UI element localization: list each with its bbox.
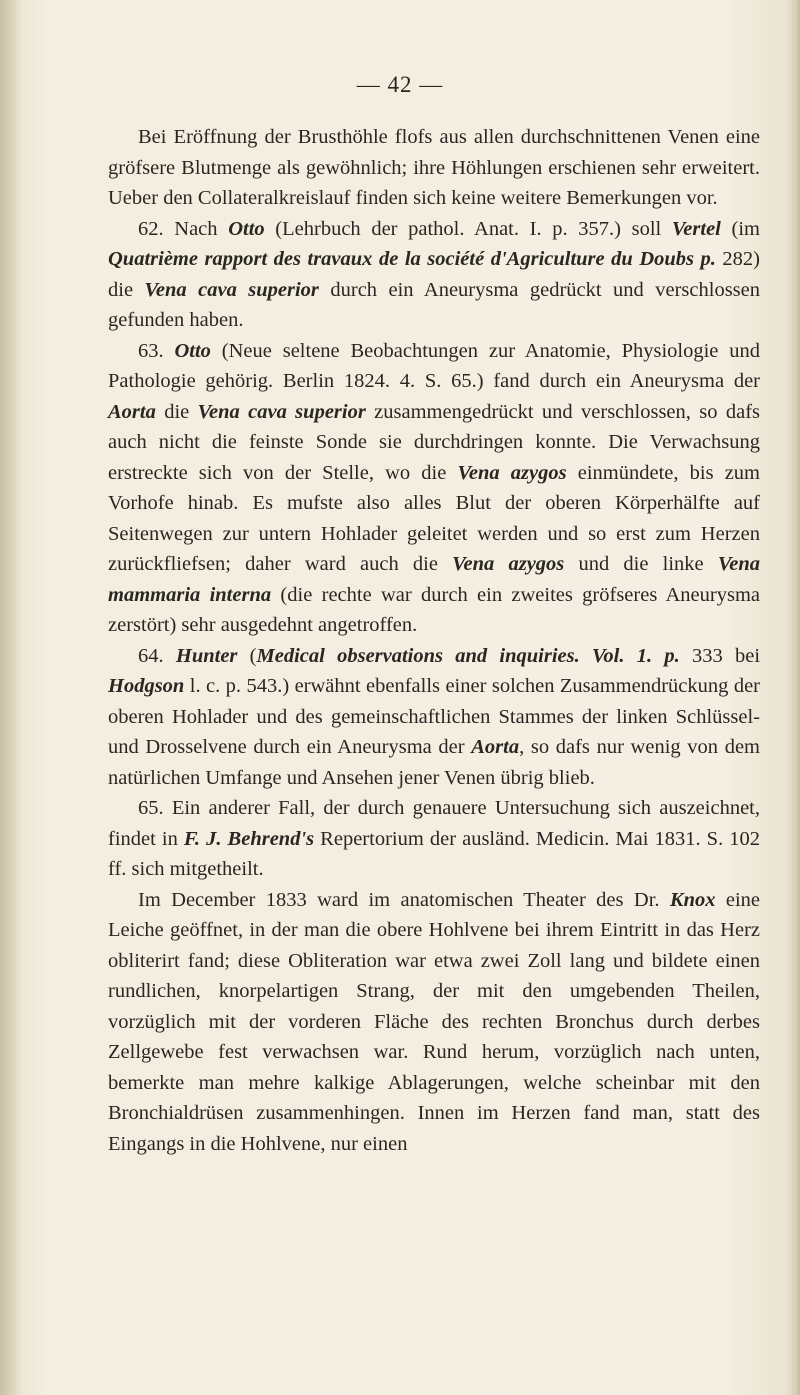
text-run: und die linke <box>564 553 718 575</box>
text-run: durch ein Aneurysma gedrückt und verschlossen gefunden haben. <box>108 278 760 331</box>
italic-reference: Vena cava superior <box>197 400 366 423</box>
text-run: einmündete, bis zum Vorhofe hinab. Es mufste also alles Blut der oberen Körperhälfte auf Seitenwegen zur untern Hohlader geleitet werden und so erst zum Herzen zurückfliefsen; daher ward auch die <box>108 461 760 575</box>
paragraph-65 <box>108 793 760 885</box>
italic-reference: Vena azygos <box>457 461 567 484</box>
text-run: zusammengedrückt und verschlossen, so dafs auch nicht die feinste Sonde sie durchdringen konnte. Die Verwachsung erstreckte sich von der Stelle, wo die <box>108 400 761 484</box>
text-run: 64. <box>138 644 176 667</box>
text-run: Im December 1833 ward im anatomischen Theater des Dr. <box>138 888 670 911</box>
text-run: 65. Ein anderer Fall, der durch genauere Untersuchung sich auszeichnet, findet in <box>108 797 760 850</box>
italic-reference: Hunter <box>175 644 238 667</box>
text-run: 62. Nach <box>138 217 229 240</box>
text-run: die <box>155 400 198 423</box>
paragraph-64 <box>108 641 760 794</box>
text-run: (Neue seltene Beobachtungen zur Anatomie, Physiologie und Pathologie gehörig. Berlin 1824. 4. S. 65.) fand durch ein Aneurysma der <box>108 339 760 392</box>
page-edge <box>786 0 800 1395</box>
italic-reference: F. J. Behrend's <box>183 827 315 850</box>
binding-shadow <box>0 0 22 1395</box>
italic-reference: Knox <box>669 888 716 911</box>
italic-reference: Vertel <box>671 217 721 240</box>
italic-reference: Aorta <box>108 400 156 423</box>
text-run: 63. <box>138 339 175 362</box>
body-text <box>108 122 760 1159</box>
text-run: (Lehrbuch der pathol. Anat. I. p. 357.) soll <box>264 217 672 240</box>
italic-reference: Aorta <box>471 736 520 758</box>
paragraph-intro <box>108 122 760 214</box>
italic-reference: Vena azygos <box>452 553 565 575</box>
italic-reference: Quatrième rapport des travaux de la société d'Agriculture du Doubs p. <box>108 248 716 270</box>
italic-reference: Otto <box>228 217 265 240</box>
text-run: Repertorium der ausländ. Medicin. Mai 1831. S. 102 ff. sich mitgetheilt. <box>108 827 761 880</box>
italic-reference: Vena cava superior <box>144 278 319 301</box>
text-run: l. c. p. 543.) erwähnt ebenfalls einer solchen Zusammendrückung der oberen Hohlader und des gemeinschaftlichen Stammes der linken Schlüssel- und Drosselvene durch ein Aneurysma der <box>108 675 760 758</box>
paragraph-62 <box>108 214 760 336</box>
text-run: , so dafs nur wenig von dem natürlichen Umfange und Ansehen jener Venen übrig blieb. <box>108 736 760 789</box>
italic-reference: Otto <box>174 339 211 362</box>
text-run: 333 bei <box>679 644 761 667</box>
italic-reference: Medical observations and inquiries. Vol. 1. p. <box>256 644 680 667</box>
text-run: Bei Eröffnung der Brusthöhle flofs aus allen durchschnittenen Venen eine gröfsere Blutmenge als gewöhnlich; ihre Höhlungen erschienen sehr erweitert. Ueber den Collateralkreislauf finden sich keine weitere Bemerkungen vor. <box>108 126 760 209</box>
italic-reference: Vena mammaria interna <box>108 553 760 606</box>
text-run: 282) die <box>108 248 761 301</box>
italic-reference: Hodgson <box>108 675 185 697</box>
text-run: eine Leiche geöffnet, in der man die obere Hohlvene bei ihrem Eintritt in das Herz obliterirt fand; diese Obliteration war etwa zwei Zoll lang und bildete einen rundlichen, knorpelartigen Strang, der mit den umgebenden Theilen, vorzüglich mit der vorderen Fläche des rechten Bronchus durch derbes Zellgewebe fest verwachsen war. Rund herum, vorzüglich nach unten, bemerkte man mehre kalkige Ablagerungen, welche scheinbar mit den Bronchialdrüsen zusammenhingen. Innen im Herzen fand man, statt des Eingangs in die Hohlvene, nur einen <box>108 888 760 1155</box>
page-number: — 42 — <box>356 72 444 97</box>
text-run: (im <box>720 217 760 240</box>
paragraph-knox-case <box>108 885 760 1160</box>
text-run: ( <box>237 644 257 667</box>
text-run: (die rechte war durch ein zweites gröfseres Aneurysma zerstört) sehr ausgedehnt angetroffen. <box>108 583 761 636</box>
paragraph-63 <box>108 336 760 641</box>
